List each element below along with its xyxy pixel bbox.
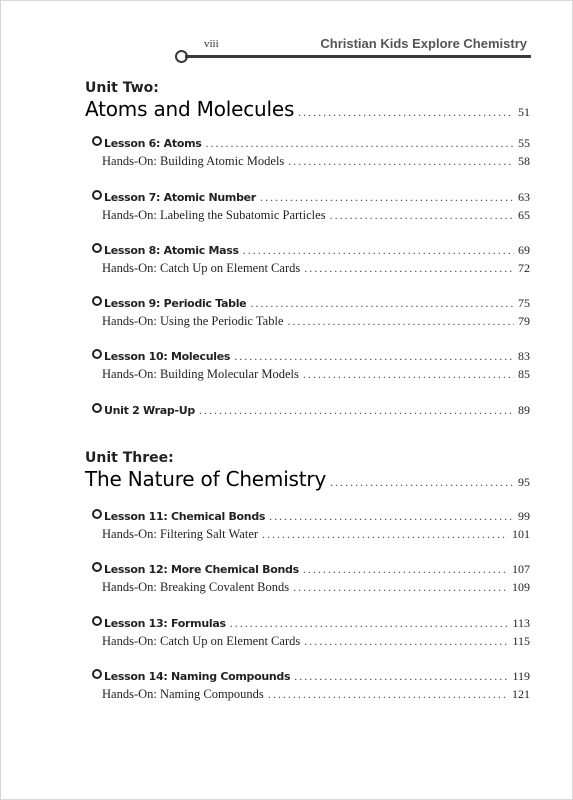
handson-row[interactable]	[92, 527, 530, 545]
toc-entry	[92, 562, 530, 598]
lesson-title: Lesson 12: More Chemical Bonds	[104, 563, 299, 576]
lesson-page-number: 83	[518, 349, 530, 363]
handson-row[interactable]	[92, 314, 530, 332]
unit-title: Atoms and Molecules	[85, 97, 295, 121]
lesson-page-number: 119	[512, 669, 530, 683]
bullet-icon	[92, 190, 102, 200]
handson-title: Hands-On: Naming Compounds	[102, 687, 264, 701]
handson-title: Hands-On: Catch Up on Element Cards	[102, 634, 301, 648]
unit-page-number: 95	[518, 475, 530, 489]
lesson-row[interactable]	[92, 349, 530, 367]
bullet-icon	[92, 509, 102, 519]
toc-entry	[92, 509, 530, 545]
handson-page-number: 79	[518, 314, 530, 328]
handson-row[interactable]	[92, 208, 530, 226]
toc-entry	[92, 616, 530, 652]
lesson-row[interactable]	[92, 509, 530, 527]
bullet-icon	[92, 349, 102, 359]
dot-leader	[260, 190, 514, 205]
lesson-page-number: 55	[518, 136, 530, 150]
dot-leader	[304, 634, 508, 649]
dot-leader	[234, 349, 514, 364]
handson-page-number: 121	[512, 687, 530, 701]
handson-row[interactable]	[92, 154, 530, 172]
lesson-page-number: 89	[518, 403, 530, 417]
bullet-icon	[92, 616, 102, 626]
dot-leader	[230, 616, 509, 631]
handson-page-number: 72	[518, 261, 530, 275]
dot-leader	[303, 562, 508, 577]
toc-entry	[92, 243, 530, 279]
bullet-icon	[92, 136, 102, 146]
unit-title-row[interactable]	[85, 97, 530, 121]
lesson-row[interactable]	[92, 190, 530, 208]
lesson-title: Lesson 11: Chemical Bonds	[104, 510, 266, 523]
lesson-title: Lesson 6: Atoms	[104, 137, 202, 150]
dot-leader	[268, 687, 508, 702]
unit-label: Unit Two:	[85, 80, 159, 96]
toc-entry	[92, 136, 530, 172]
bullet-icon	[92, 296, 102, 306]
unit-page-number: 51	[518, 105, 530, 119]
handson-page-number: 101	[512, 527, 530, 541]
bullet-icon	[92, 403, 102, 413]
handson-page-number: 85	[518, 367, 530, 381]
lesson-row[interactable]	[92, 136, 530, 154]
dot-leader	[303, 367, 514, 382]
lesson-page-number: 107	[512, 562, 530, 576]
lesson-page-number: 69	[518, 243, 530, 257]
dot-leader	[262, 527, 508, 542]
lesson-page-number: 63	[518, 190, 530, 204]
toc-entry	[92, 190, 530, 226]
unit-title: The Nature of Chemistry	[85, 467, 327, 491]
lesson-row[interactable]	[92, 403, 530, 421]
handson-row[interactable]	[92, 580, 530, 598]
lesson-title: Lesson 14: Naming Compounds	[104, 670, 291, 683]
handson-title: Hands-On: Breaking Covalent Bonds	[102, 580, 290, 594]
dot-leader	[250, 296, 514, 311]
handson-title: Hands-On: Labeling the Subatomic Particles	[102, 208, 326, 222]
dot-leader	[330, 208, 514, 223]
handson-page-number: 109	[512, 580, 530, 594]
unit-title-row[interactable]	[85, 467, 530, 491]
lesson-title: Lesson 9: Periodic Table	[104, 297, 247, 310]
toc-entry	[92, 349, 530, 385]
lesson-row[interactable]	[92, 296, 530, 314]
bullet-icon	[92, 243, 102, 253]
handson-row[interactable]	[92, 634, 530, 652]
handson-title: Hands-On: Building Molecular Models	[102, 367, 299, 381]
dot-leader	[269, 509, 514, 524]
lesson-row[interactable]	[92, 616, 530, 634]
handson-title: Hands-On: Filtering Salt Water	[102, 527, 259, 541]
handson-title: Hands-On: Using the Periodic Table	[102, 314, 284, 328]
bullet-icon	[92, 669, 102, 679]
dot-leader	[298, 105, 514, 120]
handson-row[interactable]	[92, 261, 530, 279]
handson-row[interactable]	[92, 687, 530, 705]
dot-leader	[330, 475, 514, 490]
running-header-title: Christian Kids Explore Chemistry	[320, 36, 527, 51]
toc-entry	[92, 296, 530, 332]
lesson-title: Lesson 7: Atomic Number	[104, 191, 256, 204]
lesson-title: Lesson 10: Molecules	[104, 350, 231, 363]
lesson-row[interactable]	[92, 243, 530, 261]
lesson-row[interactable]	[92, 669, 530, 687]
dot-leader	[293, 580, 508, 595]
unit-heading	[85, 449, 530, 491]
toc-entry	[92, 403, 530, 421]
dot-leader	[288, 314, 514, 329]
handson-row[interactable]	[92, 367, 530, 385]
lesson-page-number: 75	[518, 296, 530, 310]
handson-title: Hands-On: Building Atomic Models	[102, 154, 285, 168]
page-number: viii	[204, 38, 219, 50]
unit-heading	[85, 79, 530, 121]
header-rule	[185, 55, 531, 58]
dot-leader	[288, 154, 514, 169]
lesson-row[interactable]	[92, 562, 530, 580]
dot-leader	[304, 261, 514, 276]
handson-page-number: 65	[518, 208, 530, 222]
handson-page-number: 58	[518, 154, 530, 168]
dot-leader	[243, 243, 514, 258]
dot-leader	[199, 403, 514, 418]
toc-entry	[92, 669, 530, 705]
dot-leader	[206, 136, 514, 151]
lesson-title: Unit 2 Wrap-Up	[104, 404, 195, 417]
lesson-title: Lesson 13: Formulas	[104, 617, 226, 630]
lesson-page-number: 113	[512, 616, 530, 630]
unit-label: Unit Three:	[85, 450, 174, 466]
lesson-page-number: 99	[518, 509, 530, 523]
bullet-icon	[92, 562, 102, 572]
handson-page-number: 115	[512, 634, 530, 648]
lesson-title: Lesson 8: Atomic Mass	[104, 244, 239, 257]
dot-leader	[294, 669, 508, 684]
handson-title: Hands-On: Catch Up on Element Cards	[102, 261, 301, 275]
